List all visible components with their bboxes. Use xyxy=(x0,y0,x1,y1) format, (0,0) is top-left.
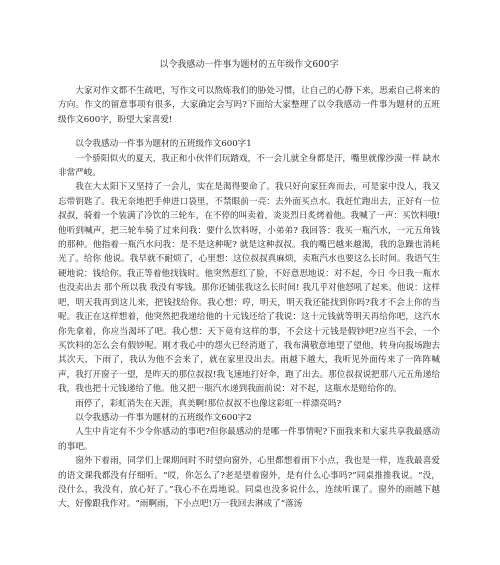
section2-paragraph-2: 窗外下着雨，同学们上课期间时不时望向窗外，心里都想着雨下小点，我也是一样，连我最喜爱的语文课我都没有仔细听。“哎，你怎么了?老是望着窗外，是有什么心事吗?”同桌推推我说。“没，没什么，我没有，放心好了。”我心不在焉地说。同桌也没多说什么，连续听课了。窗外的雨越下越大，好像跟我作对。“雨啊雨，下小点吧!万一我回去淋成了“落汤 xyxy=(58,456,440,510)
section1-paragraph-3: 雨停了，彩虹消失在天涯，真美啊!那位叔叔不也像这彩虹一样漂亮吗? xyxy=(75,398,342,409)
spacer xyxy=(58,127,440,137)
section1-paragraph-1: 一个骄阳似火的夏天，我正和小伙伴们玩踏戏，不一会儿就全身都是汗，嘴里就像沙漠一样 缺水非常严峻。 xyxy=(58,153,440,179)
section1-paragraph-2: 我在大太阳下又坚持了一会儿，实在是渴得要命了。我只好向家狂奔而去，可是家中没人，我又忘带钥匙了。我无奈地把手伸进口袋里，不禁眼前一亮：去外面买点水。我赶忙跑出去，正好有一位叔叔，骑着一个装满了冷饮的三轮车，在不停的叫卖着，炎炎烈日炙烤着他。我喊了一声：买饮料哦! 他听到喊声，把三轮车骑了过来问我：要什么饮料呀，小弟弟? 我回答：我买一瓶汽水，一元五角钱的那种。他指着一瓶汽水问我：是不是这种呢? 就是这种叔叔。我的嘴巴越来越渴，我的急躁也消耗光了。给你 他说。我早就不耐烦了，心里想：这位叔叔真麻烦，卖瓶汽水也要这么长时间。我语气生硬地说：钱给你。我正等着他找钱时。他突然惹红了脸，不好意思地说：对不起，今日 今日我一瓶水也没卖出去 那个所以我 我没有零钱。那你还铺张我这么长时间! 我几乎对他怒吼了起来。他说：这样吧，明天我再到这儿来，把钱找给你。我心想：哼，明天，明天我还能找到你吗?我才不会上你的当呢。我正在这样想着，他突然把我递给他的十元钱还给了我说：这十元钱就等明天再给你吧，这汽水你先拿着，你应当渴坏了吧。我心想：天下竟有这样的事，不会这十元钱是假钞吧?应当不会，一个买饮料的怎么会有假钞呢。刚才我心中的怨火已经消逝了，我布满敬意地望了望他，转身向报场跑去 其次天，下雨了，我认为他不会来了，就在家里没出去。雨越下越大，我听见外面传来了一阵阵喊声，我打开窗子一望，是昨天的那位叔叔!我飞速地打好伞，跑了出去。那位叔叔说把那八元五角递给我，我也把十元钱递给了他。他又把一瓶汽水递到我面前说：对不起，这瓶水是赔给你的。 xyxy=(58,182,440,395)
section2-paragraph-1: 人生中肯定有不少令你感动的事吧?但你最感动的是哪一件事情呢?下面我来和大家共享我最感动的事吧。 xyxy=(58,427,440,452)
section2-title: 以令我感动一件事为题材的五班级作文600字2 xyxy=(75,412,252,423)
page-title: 以令我感动一件事为题材的五年级作文600字 xyxy=(159,60,339,70)
section1-title: 以令我感动一件事为题材的五班级作文600字1 xyxy=(75,139,252,150)
intro-paragraph: 大家对作文都不生疏吧，写作文可以熬炼我们的胁处习惯，让自己的心静下来，思索自己将来的方向。作文的留意事项有很多，大家确定会写吗?下面给大家整理了以令我感动一件事为题材的五班级作文600字，盼望大家喜爱! xyxy=(58,86,440,125)
